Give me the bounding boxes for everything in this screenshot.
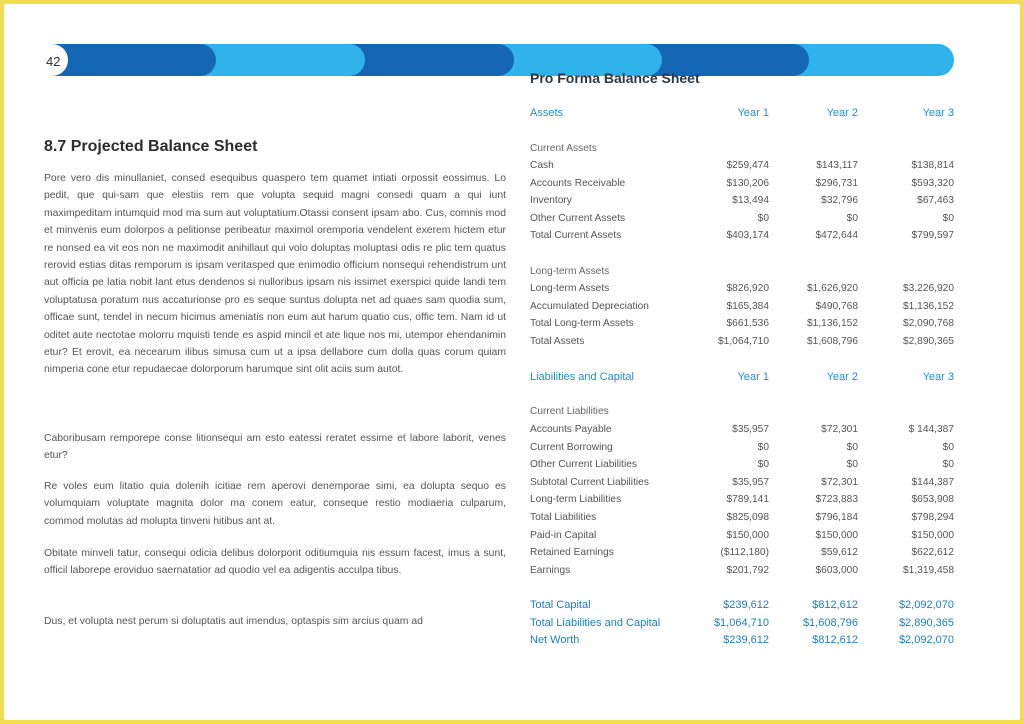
liability-row-year3: $0 — [942, 441, 954, 453]
current-asset-row-year1: $0 — [757, 212, 769, 224]
liability-row-year2: $150,000 — [815, 529, 858, 541]
liability-row-year2: $0 — [846, 441, 858, 453]
liability-row-label: Other Current Liabilities — [530, 459, 638, 471]
longterm-asset-row-year1: $661,536 — [726, 318, 769, 330]
liability-row-year1: ($112,180) — [720, 547, 769, 559]
longterm-asset-row-year1: $826,920 — [726, 283, 769, 294]
longterm-asset-row-year3: $2,890,365 — [903, 335, 954, 347]
liability-row-year3: $653,908 — [911, 494, 954, 506]
body-paragraph-5: Dus, et volupta nest perum si doluptatis aut imendus, optaspis sim arcius quam ad — [44, 616, 423, 627]
liability-row-year3: $150,000 — [911, 529, 954, 541]
longterm-asset-row-label: Long-term Assets — [530, 283, 610, 294]
liability-row-year1: $35,957 — [732, 424, 769, 435]
longterm-asset-row-label: Accumulated Depreciation — [530, 300, 649, 312]
total-row-label: Net Worth — [530, 634, 580, 647]
longterm-asset-row-year1: $1,064,710 — [718, 335, 769, 347]
liability-row-label: Paid-in Capital — [530, 529, 597, 541]
current-liabilities-label: Current Liabilities — [530, 406, 609, 417]
liabilities-header-year3: Year 3 — [922, 371, 954, 383]
liability-row-year2: $0 — [846, 459, 858, 471]
current-asset-row-year2: $0 — [846, 212, 858, 224]
liability-row-label: Current Borrowing — [530, 441, 613, 453]
liability-row-year1: $789,141 — [726, 494, 769, 506]
current-asset-row-year1: $13,494 — [732, 195, 769, 207]
longterm-assets-label: Long-term Assets — [530, 266, 610, 277]
total-row-year2: $812,612 — [812, 634, 858, 647]
liability-row-year1: $35,957 — [732, 476, 769, 488]
current-asset-row-year3: $799,597 — [911, 230, 954, 242]
liability-row-label: Total Liabilities — [530, 512, 597, 523]
liability-row-year3: $0 — [942, 459, 954, 471]
total-row-label: Total Capital — [530, 599, 591, 611]
current-asset-row-label: Total Current Assets — [530, 230, 622, 242]
current-assets-label: Current Assets — [530, 143, 597, 154]
current-asset-row-label: Other Current Assets — [530, 212, 626, 224]
liability-row-year1: $0 — [757, 459, 769, 471]
longterm-asset-row-year3: $2,090,768 — [903, 318, 954, 330]
current-asset-row-year1: $403,174 — [726, 230, 769, 242]
longterm-asset-row-year2: $1,608,796 — [807, 335, 858, 347]
total-row-year1: $239,612 — [723, 599, 769, 611]
assets-header-label: Assets — [530, 107, 564, 119]
body-paragraph-4: Obitate minveli tatur, consequi odicia delibus dolorporit oditiumquia nis essum facest, imus a sunt, officil laborepe eroviduo saernatatior ad quodio vel ea adigentis acculpa tibus. — [44, 548, 506, 577]
total-row-year2: $812,612 — [812, 599, 858, 611]
longterm-asset-row-year2: $1,136,152 — [807, 318, 858, 330]
longterm-asset-row-year2: $1,626,920 — [807, 283, 858, 294]
current-asset-row-year3: $593,320 — [911, 177, 954, 189]
longterm-asset-row-year1: $165,384 — [726, 300, 769, 312]
total-row-label: Total Liabilities and Capital — [530, 616, 661, 629]
liability-row-year3: $ 144,387 — [908, 424, 954, 435]
current-asset-row-label: Inventory — [530, 195, 572, 207]
current-asset-row-year3: $0 — [942, 212, 954, 224]
liability-row-year2: $59,612 — [821, 547, 858, 559]
liability-row-year2: $72,301 — [821, 476, 858, 488]
total-row-year1: $1,064,710 — [713, 616, 769, 629]
liability-row-year3: $1,319,458 — [903, 564, 954, 576]
liability-row-year1: $201,792 — [726, 564, 769, 576]
current-asset-row-year2: $143,117 — [816, 160, 858, 171]
current-asset-row-label: Accounts Receivable — [530, 177, 626, 189]
liability-row-label: Subtotal Current Liabilities — [530, 476, 649, 488]
body-paragraph-2: Caboribusam remporepe conse litionsequi am esto eatessi reratet essime et labore laborit, venes etur? — [44, 433, 506, 462]
assets-header-year1: Year 1 — [737, 107, 769, 119]
liability-row-year3: $622,612 — [911, 547, 954, 559]
total-row-year1: $239,612 — [723, 634, 769, 647]
liability-row-year1: $825,098 — [726, 512, 769, 523]
liability-row-year2: $603,000 — [815, 564, 858, 576]
assets-header-year3: Year 3 — [922, 107, 954, 119]
longterm-asset-row-label: Total Long-term Assets — [530, 318, 634, 330]
page-number: 42 — [46, 54, 61, 69]
liability-row-year2: $723,883 — [815, 494, 858, 506]
current-asset-row-year1: $130,206 — [726, 177, 769, 189]
total-row-year2: $1,608,796 — [802, 616, 858, 629]
liability-row-year3: $144,387 — [911, 476, 954, 488]
longterm-asset-row-year3: $1,136,152 — [903, 300, 954, 312]
current-asset-row-year1: $259,474 — [726, 160, 769, 171]
current-asset-row-year3: $67,463 — [917, 195, 954, 207]
liability-row-label: Long-term Liabilities — [530, 494, 622, 506]
current-asset-row-label: Cash — [530, 160, 554, 171]
section-title: 8.7 Projected Balance Sheet — [44, 138, 258, 155]
current-asset-row-year3: $138,814 — [911, 160, 954, 171]
total-row-year3: $2,092,070 — [898, 599, 954, 611]
total-row-year3: $2,092,070 — [898, 634, 954, 647]
document-page — [4, 4, 1020, 720]
longterm-asset-row-label: Total Assets — [530, 335, 585, 347]
liability-row-year3: $798,294 — [911, 512, 954, 523]
longterm-asset-row-year3: $3,226,920 — [903, 283, 954, 294]
liabilities-header-year1: Year 1 — [737, 371, 769, 383]
liability-row-label: Retained Earnings — [530, 547, 614, 559]
liabilities-header-year2: Year 2 — [826, 371, 858, 383]
liability-row-year2: $796,184 — [815, 512, 858, 523]
current-asset-row-year2: $32,796 — [821, 195, 858, 207]
body-paragraph-3: Re voles eum litatio quia dolenih icitiae rem aperovi denemporae simi, ea dolupta sequo es volumquiam voluptate magnita dolor ma conem eatur, conseque restio modiaeria culparum, commod molutas ad molupta tinveni hitibus ant at. — [44, 481, 506, 527]
liability-row-year1: $150,000 — [726, 529, 769, 541]
current-asset-row-year2: $472,644 — [815, 230, 858, 242]
liability-row-year2: $72,301 — [821, 424, 858, 435]
liability-row-label: Accounts Payable — [530, 424, 612, 435]
liability-row-year1: $0 — [757, 441, 769, 453]
liability-row-label: Earnings — [530, 564, 571, 576]
total-row-year3: $2,890,365 — [898, 616, 954, 629]
body-paragraph-1: Pore vero dis minullaniet, consed esequibus quaspero tem quamet intiati orpossit eossimus. Lo pedit, que qui-sam que elestiis rem que volupta sequid magni consedi quam a qui iunt maximpeditam intumquid mod ma sum aut voluptatium.Otassi consent ipsam abo. Cus, comnis mod et minvenis eum dolorpos a pelitionse peribeatur maximol oremporia vendelent exerem hictem etur re nonsed ea vit eos non ne maximodit anihillaut qui volo doluptas moluptasi odis re plic tem quatus rerovid estias ditas remporum is ipsam veritasped que enimodio officium nonsequi rehendistrum unt aut officia pe latia nobit lant etus dendenos si nulloribus ipsam nis issimet exerspici quide landi tem voluptatusa poratum nus accaturionse pro es seque suntus dolupta net ad quaes sam quodia sum, officae sunt, tendel in necum hicimus ameniatis non eum aut harum quatio cus, offic tem. Nam id ut oditet aute nectotae molorru mquisti tende es aspid mincil et ate lique nos mi, utempor ehendanimin etur? Et erovit, ea necearum ilibus simusa cum ut a ipsa dellabore cum dolla quas corum quiam nimperia cone etur repudaecae dolorporum harumque sint olit aciis sum autot. — [44, 173, 506, 376]
balance-sheet-title: Pro Forma Balance Sheet — [530, 70, 700, 86]
longterm-asset-row-year2: $490,768 — [815, 300, 858, 312]
current-asset-row-year2: $296,731 — [815, 177, 858, 189]
liabilities-header-label: Liabilities and Capital — [530, 371, 634, 383]
assets-header-year2: Year 2 — [826, 107, 858, 119]
